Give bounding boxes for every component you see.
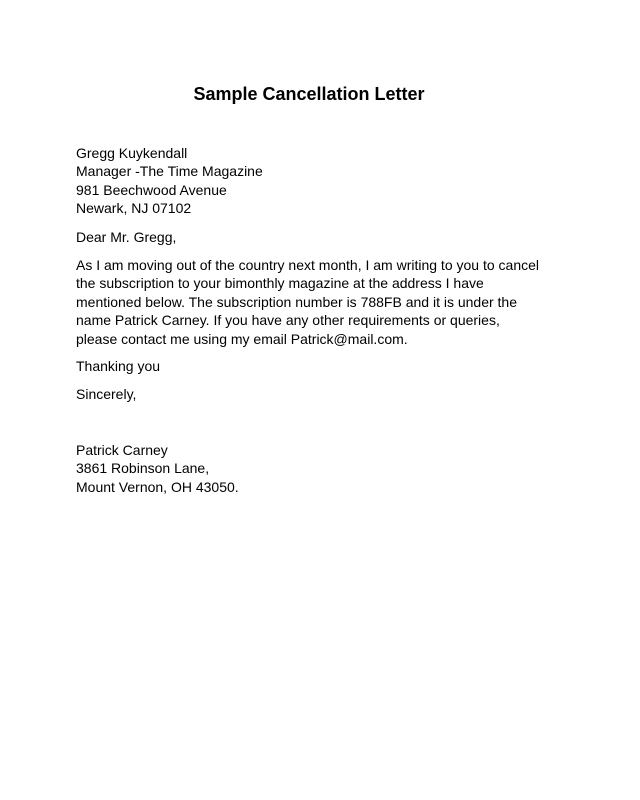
salutation-text: Dear Mr. Gregg,: [76, 229, 177, 245]
body-line: the subscription to your bimonthly magazine at the address I have: [76, 275, 484, 292]
body-line: mentioned below. The subscription number is 788FB and it is under the: [76, 293, 517, 310]
sender-address: [76, 441, 576, 496]
closing-line: [76, 385, 576, 403]
sender-city-line: Mount Vernon, OH 43050.: [76, 478, 239, 495]
recipient-name: Gregg Kuykendall: [76, 145, 188, 161]
recipient-position: Manager -The Time Magazine: [76, 163, 263, 180]
body-line: As I am moving out of the country next month, I am writing to you to cancel: [76, 257, 539, 273]
recipient-address: [76, 144, 576, 218]
page-title: Sample Cancellation Letter: [193, 84, 425, 104]
thanks-line: [76, 357, 576, 375]
letter-body: [76, 256, 576, 348]
sender-name: Patrick Carney: [76, 442, 168, 458]
thanks-text: Thanking you: [76, 358, 161, 374]
recipient-city-line: Newark, NJ 07102: [76, 200, 192, 217]
body-line: please contact me using my email Patrick@mail.com.: [76, 330, 408, 347]
recipient-street: 981 Beechwood Avenue: [76, 181, 227, 198]
salutation: [76, 228, 576, 246]
closing-text: Sincerely,: [76, 386, 137, 402]
sender-street: 3861 Robinson Lane,: [76, 460, 210, 477]
body-line: name Patrick Carney. If you have any other requirements or queries,: [76, 312, 500, 329]
